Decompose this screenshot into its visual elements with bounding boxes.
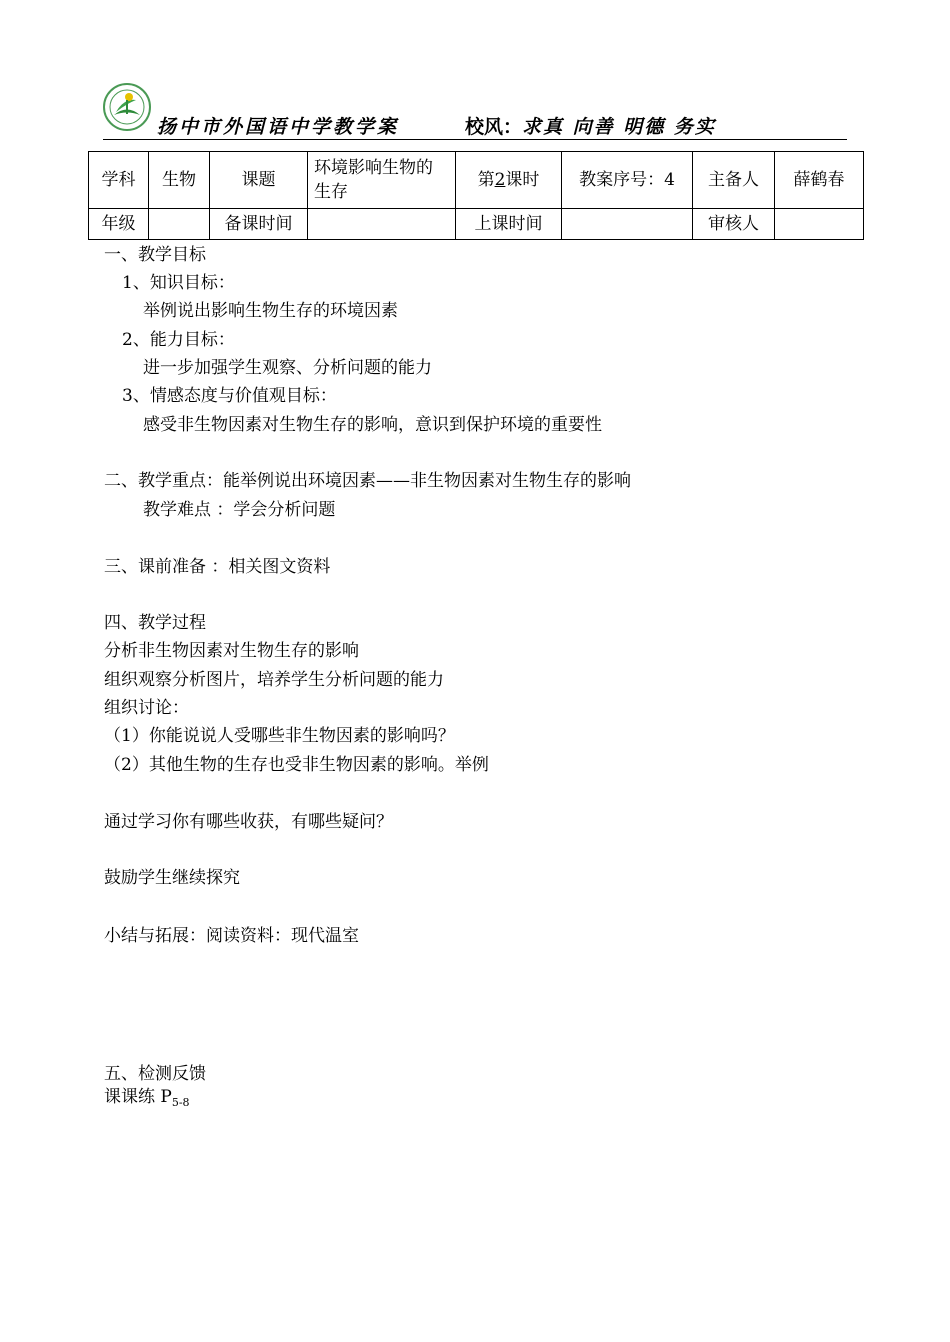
subject-label: 学科 — [89, 152, 149, 209]
encourage-exploration: 鼓励学生继续探究 — [104, 868, 240, 888]
school-emblem-icon — [102, 82, 152, 132]
ability-goal-text: 进一步加强学生观察、分析问题的能力 — [143, 358, 432, 378]
motto-words: 求真 向善 明德 务实 — [522, 116, 716, 138]
grade-label: 年级 — [89, 209, 149, 240]
practice-text: 课课练 P — [104, 1087, 172, 1107]
process-line-2: 组织观察分析图片，培养学生分析问题的能力 — [104, 670, 444, 690]
practice-reference — [104, 1086, 190, 1110]
pre-class-preparation: 三、课前准备 ：相关图文资料 — [104, 557, 331, 577]
process-line-3: 组织讨论： — [104, 698, 189, 718]
lesson-info-table — [88, 151, 864, 240]
period-suffix: 课时 — [505, 170, 540, 190]
emotion-goal-label: 3、情感态度与价值观目标： — [122, 386, 337, 406]
topic-label: 课题 — [210, 152, 308, 209]
reviewer-value — [775, 209, 864, 240]
table-row — [89, 152, 864, 209]
reviewer-label: 审核人 — [693, 209, 775, 240]
period-cell — [456, 152, 562, 209]
section-feedback-title: 五、检测反馈 — [104, 1064, 206, 1084]
topic-value: 环境影响生物的生存 — [308, 152, 456, 209]
emotion-goal-text: 感受非生物因素对生物生存的影响，意识到保护环境的重要性 — [143, 415, 602, 435]
ability-goal-label: 2、能力目标： — [122, 330, 235, 350]
school-title: 扬中市外国语中学教学案 — [157, 116, 400, 138]
harvest-question: 通过学习你有哪些收获，有哪些疑问？ — [104, 812, 393, 832]
practice-pages: 5-8 — [171, 1096, 190, 1109]
discussion-question-1: （1）你能说说人受哪些非生物因素的影响吗？ — [104, 726, 455, 746]
section-teaching-process-title: 四、教学过程 — [104, 613, 206, 633]
period-prefix: 第 — [477, 170, 495, 190]
process-line-1: 分析非生物因素对生物生存的影响 — [104, 641, 359, 661]
prep-time-label: 备课时间 — [210, 209, 308, 240]
school-motto — [465, 112, 716, 139]
class-time-label: 上课时间 — [456, 209, 562, 240]
knowledge-goal-label: 1、知识目标： — [122, 273, 235, 293]
teaching-focus: 二、教学重点：能举例说出环境因素——非生物因素对生物生存的影响 — [104, 471, 631, 491]
plan-number: 教案序号：4 — [562, 152, 693, 209]
motto-label: 校风： — [465, 116, 523, 138]
teaching-difficulty: 教学难点 ：学会分析问题 — [143, 500, 336, 520]
discussion-question-2: （2）其他生物的生存也受非生物因素的影响。举例 — [104, 755, 489, 775]
summary-extension: 小结与拓展：阅读资料：现代温室 — [104, 926, 359, 946]
class-time-value — [562, 209, 693, 240]
table-row — [89, 209, 864, 240]
period-number: 2 — [494, 170, 506, 190]
section-teaching-goals-title: 一、教学目标 — [104, 245, 206, 265]
preparer-label: 主备人 — [693, 152, 775, 209]
preparer-value: 薛鹤春 — [775, 152, 864, 209]
grade-value — [149, 209, 210, 240]
subject-value: 生物 — [149, 152, 210, 209]
prep-time-value — [308, 209, 456, 240]
knowledge-goal-text: 举例说出影响生物生存的环境因素 — [143, 301, 398, 321]
header-divider — [103, 139, 847, 140]
